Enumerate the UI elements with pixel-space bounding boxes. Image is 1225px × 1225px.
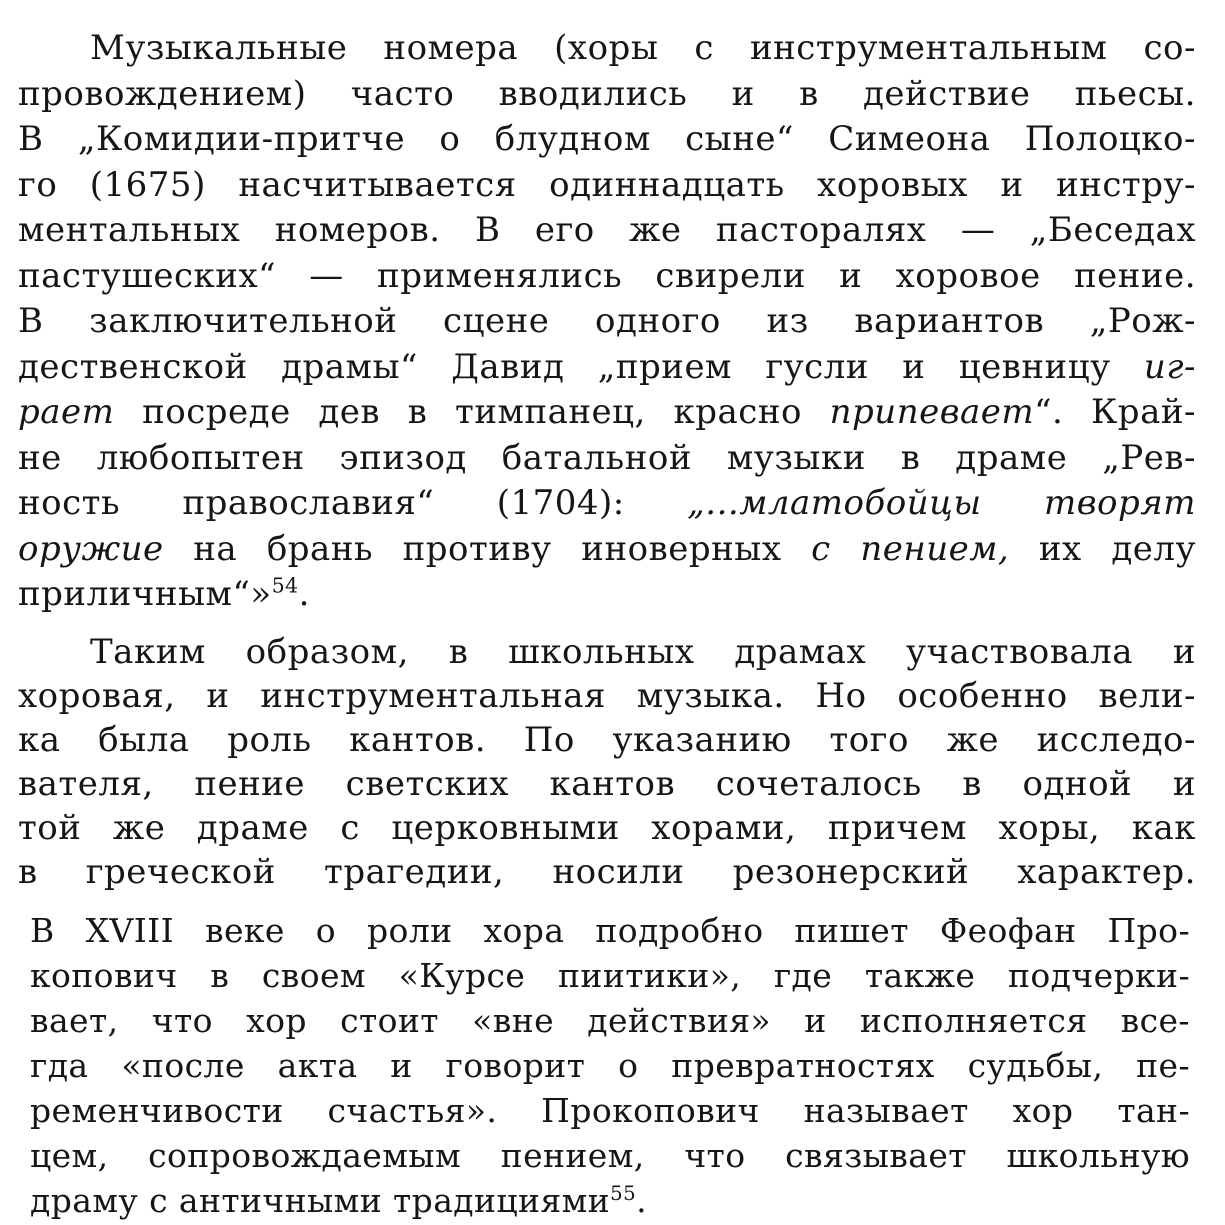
- text-line: В XVIII веке о роли хора подробно пишет Феофан Про-: [30, 911, 1190, 950]
- text-line: Музыкальные номера (хоры с инструментальным со-: [90, 28, 1196, 68]
- text-line: пастушеских“ — применялись свирели и хоровое пение.: [18, 255, 1196, 296]
- main-text-block: [18, 26, 1196, 894]
- footnote-marker: 55: [610, 1182, 637, 1205]
- text-line: гда «после акта и говорит о превратностях судьбы, пе-: [30, 1046, 1190, 1085]
- text-fragment: приличным“»: [18, 574, 272, 614]
- text-line: [18, 390, 1196, 436]
- text-line: [18, 527, 1196, 573]
- text-line: [30, 1178, 1190, 1223]
- text-fragment: .: [298, 574, 310, 614]
- text-fragment: дественской драмы“ Давид „прием гусли и цевницу: [18, 346, 1111, 387]
- text-line: той же драме с церковными хорами, причем хоры, как: [18, 807, 1196, 848]
- text-line: цем, сопровождаемым пением, что связывает школьную: [30, 1136, 1190, 1175]
- text-line: хоровая, и инструментальная музыка. Но особенно вели-: [18, 675, 1196, 716]
- italic-text: оружие: [18, 528, 164, 569]
- text-line: Таким образом, в школьных драмах участвовала и: [90, 631, 1196, 672]
- italic-text: рает: [18, 392, 115, 432]
- text-line: В заключительной сцене одного из вариантов „Рож-: [18, 301, 1196, 341]
- text-line: вает, что хор стоит «вне действия» и исполняется все-: [30, 1001, 1190, 1040]
- text-fragment: .: [636, 1181, 647, 1220]
- paragraph-gap: [18, 618, 1196, 630]
- text-line: ка была роль кантов. По указанию того же исследо-: [18, 719, 1196, 760]
- paragraph-musical-numbers: [18, 26, 1196, 618]
- text-fragment: посреде дев в тимпанец, красно: [142, 392, 802, 432]
- paragraph-prokopovich: [30, 908, 1190, 1223]
- text-line: провождением) часто вводились и в действие пьесы.: [18, 73, 1196, 114]
- italic-text: с пением,: [811, 528, 1010, 569]
- text-fragment: “. Край-: [1034, 392, 1196, 432]
- footnote-marker: 54: [271, 573, 299, 598]
- text-line: [18, 345, 1196, 391]
- italic-text: иг-: [1143, 346, 1196, 387]
- italic-text: припевает: [829, 392, 1035, 432]
- text-line: в греческой трагедии, носили резонерский характер.: [18, 851, 1196, 892]
- text-fragment: драму с античными традициями: [30, 1181, 611, 1220]
- text-line: го (1675) насчитывается одиннадцать хоровых и инстру-: [18, 164, 1196, 205]
- text-line: [18, 481, 1196, 527]
- text-fragment: на брань противу иноверных: [193, 528, 782, 569]
- italic-text: „...млатобойцы творят: [687, 483, 1196, 523]
- text-line: [18, 572, 1196, 618]
- text-line: копович в своем «Курсе пиитики», где также подчерки-: [30, 956, 1190, 995]
- paragraph-kants: [18, 630, 1196, 894]
- text-line: ременчивости счастья». Прокопович называет хор тан-: [30, 1091, 1190, 1130]
- text-line: В „Комидии-притче о блудном сыне“ Симеона Полоцко-: [18, 119, 1196, 159]
- text-line: вателя, пение светских кантов сочеталось в одной и: [18, 763, 1196, 804]
- text-fragment: их делу: [1038, 528, 1196, 569]
- secondary-text-block: [30, 908, 1190, 1223]
- text-line: не любопытен эпизод батальной музыки в драме „Рев-: [18, 437, 1196, 478]
- text-line: ментальных номеров. В его же пасторалях — „Беседах: [18, 210, 1196, 250]
- text-fragment: ность православия“ (1704):: [18, 483, 625, 523]
